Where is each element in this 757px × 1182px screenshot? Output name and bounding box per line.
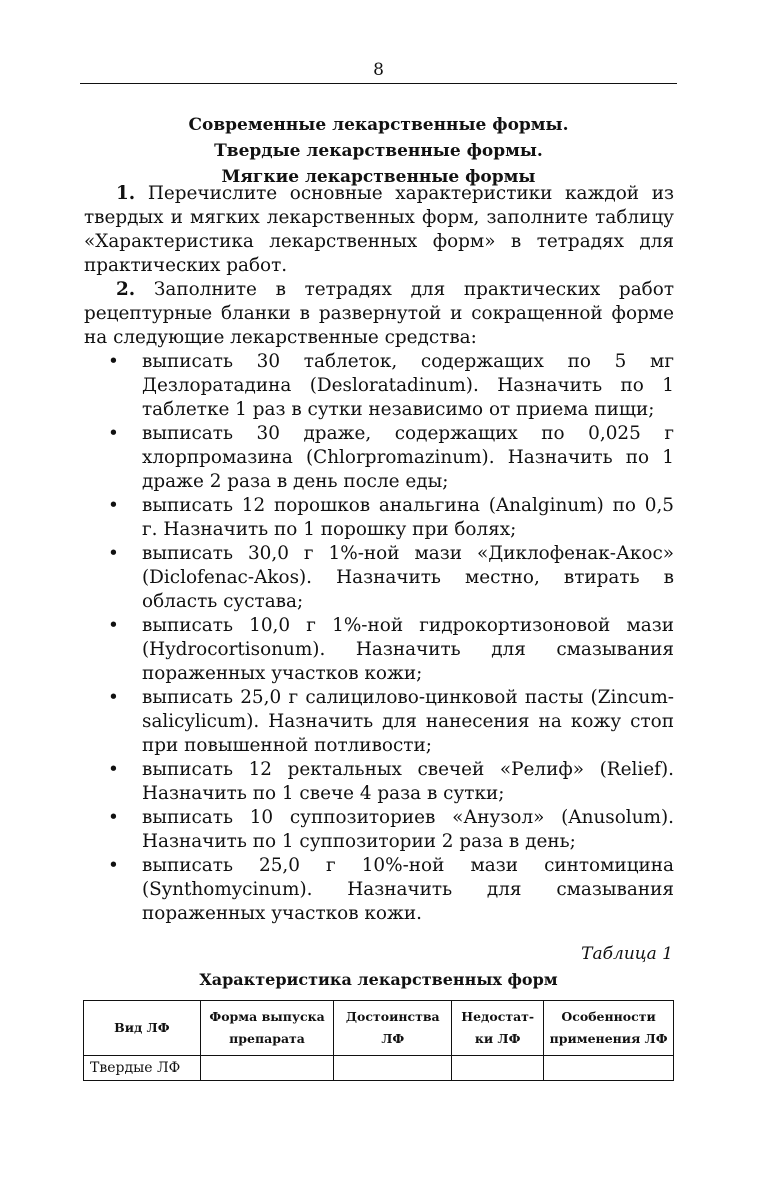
section-title-2: Твердые лекарственные формы. — [214, 141, 543, 161]
table-cell-type: Твердые ЛФ — [84, 1056, 201, 1081]
table-cell-empty — [200, 1056, 334, 1081]
table-cell-empty — [334, 1056, 452, 1081]
table-title: Характеристика лекарственных форм — [199, 970, 558, 989]
list-item — [84, 686, 674, 758]
table-header-row — [84, 1001, 674, 1056]
bullet-icon: • — [108, 615, 119, 636]
list-item — [84, 614, 674, 686]
list-item-text: выписать 30 драже, содержащих по 0,025 г хлорпромазина (Chlorpromazinum). Назначить по 1 драже 2 раза в день после еды; — [142, 423, 674, 492]
task-1 — [84, 182, 674, 278]
header-features: Особенности применения ЛФ — [544, 1001, 674, 1056]
page-number: 8 — [373, 60, 384, 80]
header-rule — [80, 83, 677, 84]
table-cell-empty — [452, 1056, 544, 1081]
task-1-number: 1. — [116, 183, 136, 204]
characteristics-table — [83, 1000, 674, 1081]
bullet-icon: • — [108, 807, 119, 828]
list-item — [84, 494, 674, 542]
bullet-icon: • — [108, 759, 119, 780]
list-item — [84, 422, 674, 494]
task-2 — [84, 278, 674, 350]
list-item-text: выписать 25,0 г салицилово-цинковой пасты (Zincum-salicylicum). Назначить для нанесения на кожу стоп при повышенной потливости; — [142, 687, 674, 756]
task-1-text: Перечислите основные характеристики каждой из твердых и мягких лекарственных форм, заполните таблицу «Характеристика лекарственных форм» в тетрадях для практических работ. — [84, 183, 674, 276]
bullet-icon: • — [108, 423, 119, 444]
list-item — [84, 350, 674, 422]
task-2-number: 2. — [116, 279, 136, 300]
bullet-icon: • — [108, 351, 119, 372]
list-item-text: выписать 12 порошков анальгина (Analginum) по 0,5 г. Назначить по 1 порошку при болях; — [142, 495, 674, 540]
table-cell-empty — [544, 1056, 674, 1081]
section-titles — [80, 112, 677, 190]
list-item-text: выписать 30 таблеток, содержащих по 5 мг Дезлоратадина (Desloratadinum). Назначить по 1 таблетке 1 раз в сутки независимо от приема пищи; — [142, 351, 674, 420]
header-disadvantages: Недостат- ки ЛФ — [452, 1001, 544, 1056]
bullet-icon: • — [108, 495, 119, 516]
bullet-icon: • — [108, 855, 119, 876]
section-title-3: Мягкие лекарственные формы — [221, 167, 536, 187]
list-item-text: выписать 10,0 г 1%-ной гидрокортизоновой мази (Hydrocortisonum). Назначить для смазывания пораженных участков кожи; — [142, 615, 674, 684]
list-item — [84, 806, 674, 854]
task-2-text: Заполните в тетрадях для практических работ рецептурные бланки в развернутой и сокращенной форме на следующие лекарственные средства: — [84, 279, 674, 348]
table-row — [84, 1056, 674, 1081]
content-body — [84, 182, 674, 926]
list-item — [84, 854, 674, 926]
bullet-icon: • — [108, 687, 119, 708]
prescription-list — [84, 350, 674, 926]
list-item-text: выписать 30,0 г 1%-ной мази «Диклофенак-Акос» (Diclofenac-Akos). Назначить местно, втирать в область сустава; — [142, 543, 674, 612]
header-advantages: Достоинства ЛФ — [334, 1001, 452, 1056]
list-item-text: выписать 10 суппозиториев «Анузол» (Anusolum). Назначить по 1 суппозитории 2 раза в день; — [142, 807, 674, 852]
list-item — [84, 758, 674, 806]
list-item — [84, 542, 674, 614]
header-release-form: Форма выпуска препарата — [200, 1001, 334, 1056]
header-type: Вид ЛФ — [84, 1001, 201, 1056]
list-item-text: выписать 25,0 г 10%-ной мази синтомицина (Synthomycinum). Назначить для смазывания пораженных участков кожи. — [142, 855, 674, 924]
table-label: Таблица 1 — [581, 944, 673, 964]
section-title-1: Современные лекарственные формы. — [188, 115, 569, 135]
list-item-text: выписать 12 ректальных свечей «Релиф» (Relief). Назначить по 1 свече 4 раза в сутки; — [142, 759, 674, 804]
bullet-icon: • — [108, 543, 119, 564]
